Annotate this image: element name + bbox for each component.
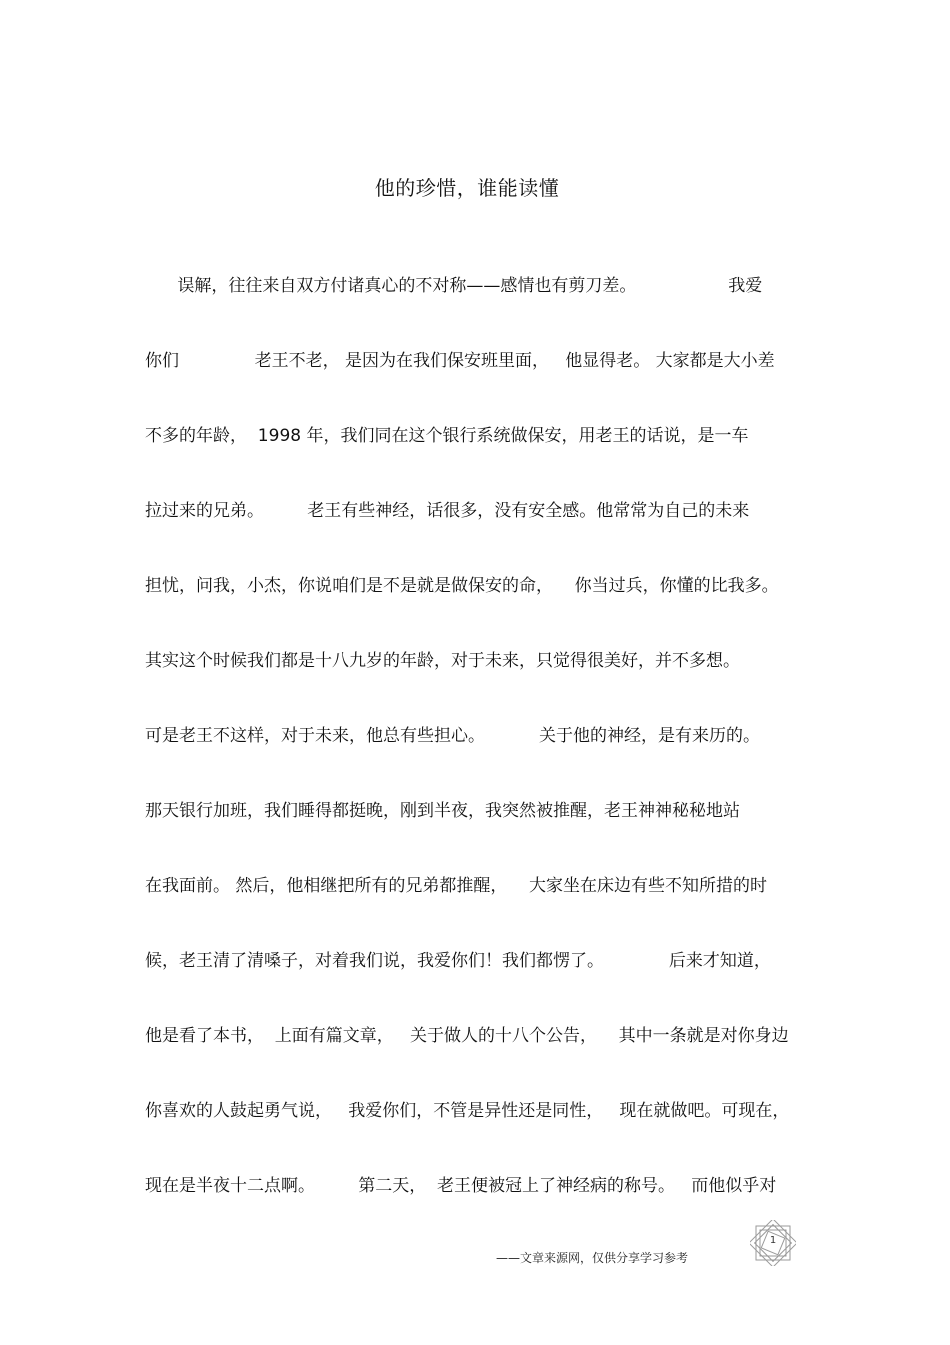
paragraph-line: 担忧，问我，小杰，你说咱们是不是就是做保安的命， 你当过兵，你懂的比我多。	[145, 576, 779, 596]
page-number-badge	[750, 1220, 796, 1266]
paragraph-line: 你们 老王不老， 是因为在我们保安班里面， 他显得老。 大家都是大小差	[145, 351, 775, 371]
source-note: ——文章来源网，仅供分享学习参考	[496, 1251, 689, 1265]
paragraph-line: 其实这个时候我们都是十八九岁的年龄，对于未来，只觉得很美好，并不多想。	[145, 651, 740, 671]
paragraph-line: 拉过来的兄弟。 老王有些神经，话很多，没有安全感。他常常为自己的未来	[145, 501, 750, 521]
paragraph-line: 候，老王清了清嗓子，对着我们说，我爱你们！我们都愣了。 后来才知道，	[145, 951, 771, 971]
paragraph-line: 不多的年龄， 1998 年，我们同在这个银行系统做保安，用老王的话说，是一车	[145, 426, 749, 446]
paragraph-line: 现在是半夜十二点啊。 第二天， 老王便被冠上了神经病的称号。 而他似乎对	[145, 1176, 777, 1196]
paragraph-line: 那天银行加班，我们睡得都挺晚，刚到半夜，我突然被推醒，老王神神秘秘地站	[145, 801, 740, 821]
paragraph-line: 你喜欢的人鼓起勇气说， 我爱你们，不管是异性还是同性， 现在就做吧。可现在，	[145, 1101, 790, 1121]
paragraph-line: 他是看了本书， 上面有篇文章， 关于做人的十八个公告， 其中一条就是对你身边	[145, 1026, 789, 1046]
paragraph-line: 可是老王不这样，对于未来，他总有些担心。 关于他的神经，是有来历的。	[145, 726, 761, 746]
paragraph-line: 误解，往往来自双方付诸真心的不对称——感情也有剪刀差。 我爱	[145, 276, 763, 296]
document-title: 他的珍惜，谁能读懂	[374, 176, 560, 200]
page-number: 1	[769, 1235, 777, 1246]
paragraph-line: 在我面前。 然后，他相继把所有的兄弟都推醒， 大家坐在床边有些不知所措的时	[145, 876, 768, 896]
